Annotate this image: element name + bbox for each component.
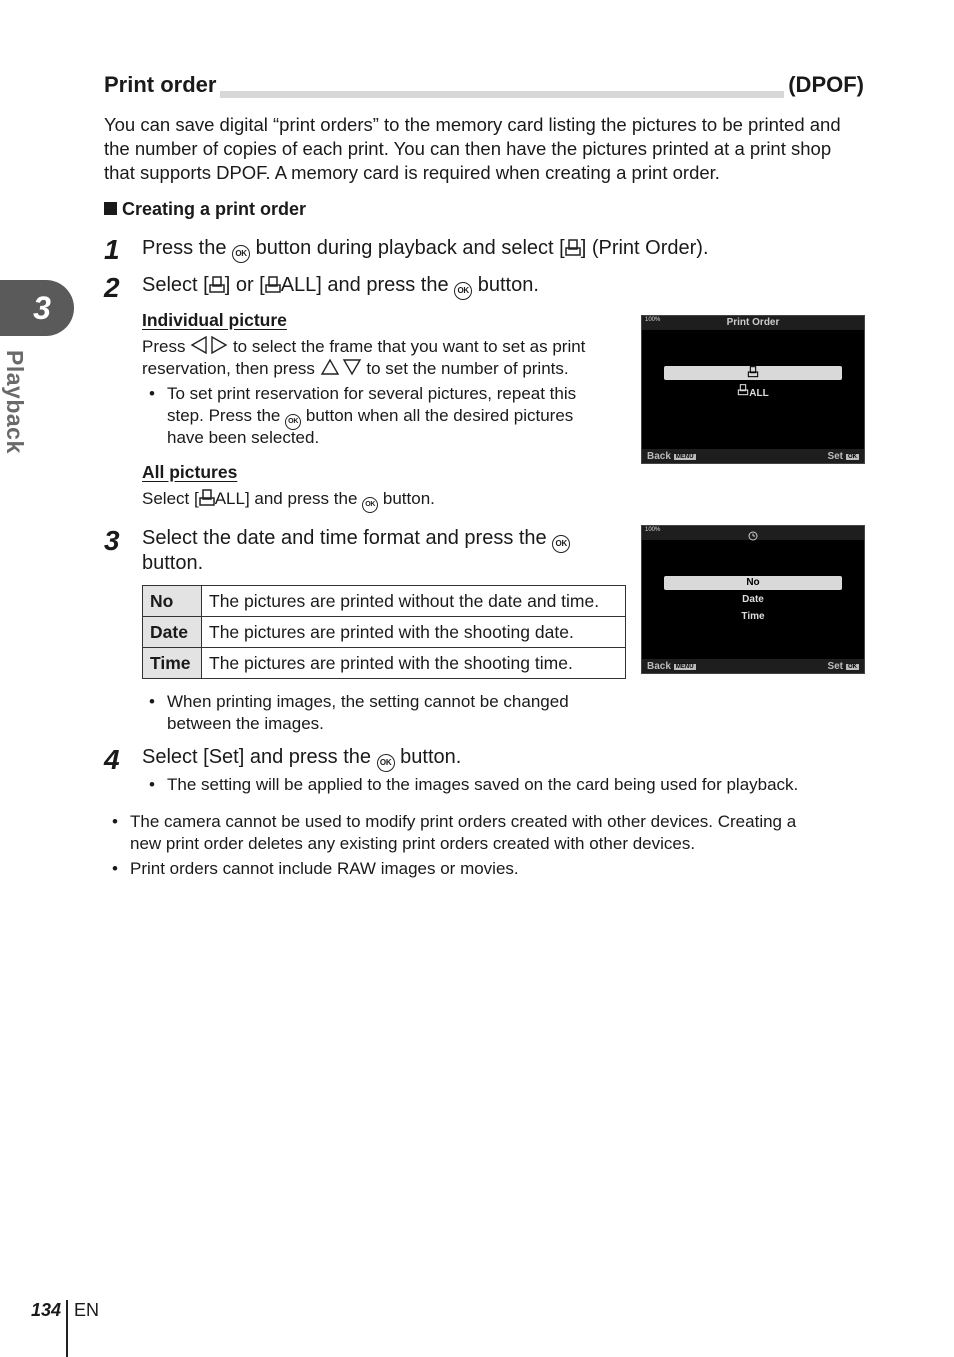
- chapter-label-text: Playback: [2, 350, 28, 454]
- step-4-number: 4: [104, 744, 120, 775]
- general-note-1-line-1: • The camera cannot be used to modify print orders created with other devices. Creating a: [112, 812, 797, 831]
- menu-option-all[interactable]: ALL: [642, 384, 864, 399]
- individual-line-1: Press to select the frame that you want to set as print: [142, 337, 586, 356]
- table-desc: The pictures are printed with the shooting date.: [202, 617, 626, 648]
- language-label: EN: [74, 1300, 100, 1320]
- menu-option-date[interactable]: Date: [742, 594, 764, 605]
- print-order-all-icon: [199, 489, 215, 507]
- ok-button-icon: OK: [377, 754, 395, 772]
- general-note-2: • Print orders cannot include RAW images or movies.: [112, 859, 519, 878]
- table-row: [143, 617, 626, 648]
- step-1-number: 1: [104, 234, 120, 265]
- screen-back-label[interactable]: Back MENU: [647, 661, 694, 672]
- screen-set-label[interactable]: Set OK: [827, 451, 857, 462]
- table-key: Date: [143, 617, 202, 648]
- ok-button-icon: OK: [285, 414, 301, 430]
- print-order-all-icon: [265, 276, 281, 294]
- print-order-screen: [641, 315, 865, 464]
- screen-title: Print Order: [726, 317, 780, 328]
- chapter-label: [2, 350, 48, 470]
- battery-indicator: 100%: [645, 527, 661, 533]
- step-1-text: Press the OK button during playback and select [ ] (Print Order).: [142, 236, 709, 263]
- step-2-number: 2: [104, 272, 120, 303]
- table-key: No: [143, 586, 202, 617]
- step-4-note: • The setting will be applied to the images saved on the card being used for playback.: [149, 775, 799, 794]
- step-3-number: 3: [104, 525, 120, 556]
- battery-indicator: 100%: [645, 317, 661, 323]
- footer-divider: [66, 1300, 68, 1357]
- print-order-icon: [209, 276, 225, 294]
- menu-key-tag: MENU: [675, 454, 694, 460]
- section-title: [104, 199, 306, 220]
- step-3-text-line-2: button.: [142, 552, 204, 574]
- ok-key-tag: OK: [848, 664, 857, 670]
- intro-paragraph: You can save digital “print orders” to the memory card listing the pictures to be printed and the number of copies of each print. You can then have the pictures printed at a print shop that supports DPOF. A memory card is required when creating a print order.: [104, 114, 841, 183]
- all-pictures-heading: All pictures: [142, 462, 238, 482]
- individual-bullet-line-3: have been selected.: [167, 428, 320, 447]
- step-2-text: Select [ ] or [ ALL] and press the OK button.: [142, 273, 539, 300]
- ok-key-tag: OK: [848, 454, 857, 460]
- step-3-note-line-2: between the images.: [167, 714, 324, 733]
- screen-back-label[interactable]: Back MENU: [647, 451, 694, 462]
- left-right-arrows-icon: [190, 336, 228, 354]
- date-format-screen: [641, 525, 865, 674]
- print-order-all-icon: [737, 384, 749, 396]
- all-pictures-text: Select [ ALL] and press the OK button.: [142, 488, 435, 513]
- date-time-icon: [642, 528, 864, 546]
- print-order-icon: [747, 366, 759, 378]
- individual-bullet-line-2: step. Press the OK button when all the desired pictures: [167, 405, 573, 430]
- table-row: [143, 586, 626, 617]
- individual-bullet-line-1: • To set print reservation for several pictures, repeat this: [149, 384, 577, 403]
- menu-option-single[interactable]: [642, 366, 864, 381]
- ok-button-icon: OK: [454, 282, 472, 300]
- chapter-number: 3: [33, 290, 51, 326]
- table-key: Time: [143, 648, 202, 679]
- menu-key-tag: MENU: [675, 664, 694, 670]
- page-title: Print order: [104, 72, 220, 98]
- menu-option-time[interactable]: Time: [741, 611, 765, 622]
- print-order-icon: [565, 239, 581, 257]
- page-subtitle: (DPOF): [784, 72, 864, 98]
- individual-line-2: reservation, then press to set the number of prints.: [142, 359, 569, 378]
- step-3-note-line-1: • When printing images, the setting cannot be changed: [149, 692, 569, 711]
- up-down-arrows-icon: [320, 358, 362, 376]
- square-bullet-icon: [104, 202, 117, 215]
- table-desc: The pictures are printed without the date and time.: [202, 586, 626, 617]
- ok-button-icon: OK: [552, 535, 570, 553]
- table-desc: The pictures are printed with the shooting time.: [202, 648, 626, 679]
- menu-option-no[interactable]: No: [746, 577, 760, 588]
- ok-button-icon: OK: [362, 497, 378, 513]
- step-3-text-line-1: Select the date and time format and press the OK: [142, 526, 570, 553]
- ok-button-icon: OK: [232, 245, 250, 263]
- general-note-1-line-2: new print order deletes any existing print orders created with other devices.: [130, 834, 696, 853]
- screen-set-label[interactable]: Set OK: [827, 661, 857, 672]
- table-row: [143, 648, 626, 679]
- page-number: 134: [31, 1300, 62, 1320]
- date-format-table: [142, 585, 626, 679]
- section-title-text: Creating a print order: [122, 199, 307, 219]
- step-4-text: Select [Set] and press the OK button.: [142, 745, 461, 772]
- individual-picture-heading: Individual picture: [142, 310, 287, 330]
